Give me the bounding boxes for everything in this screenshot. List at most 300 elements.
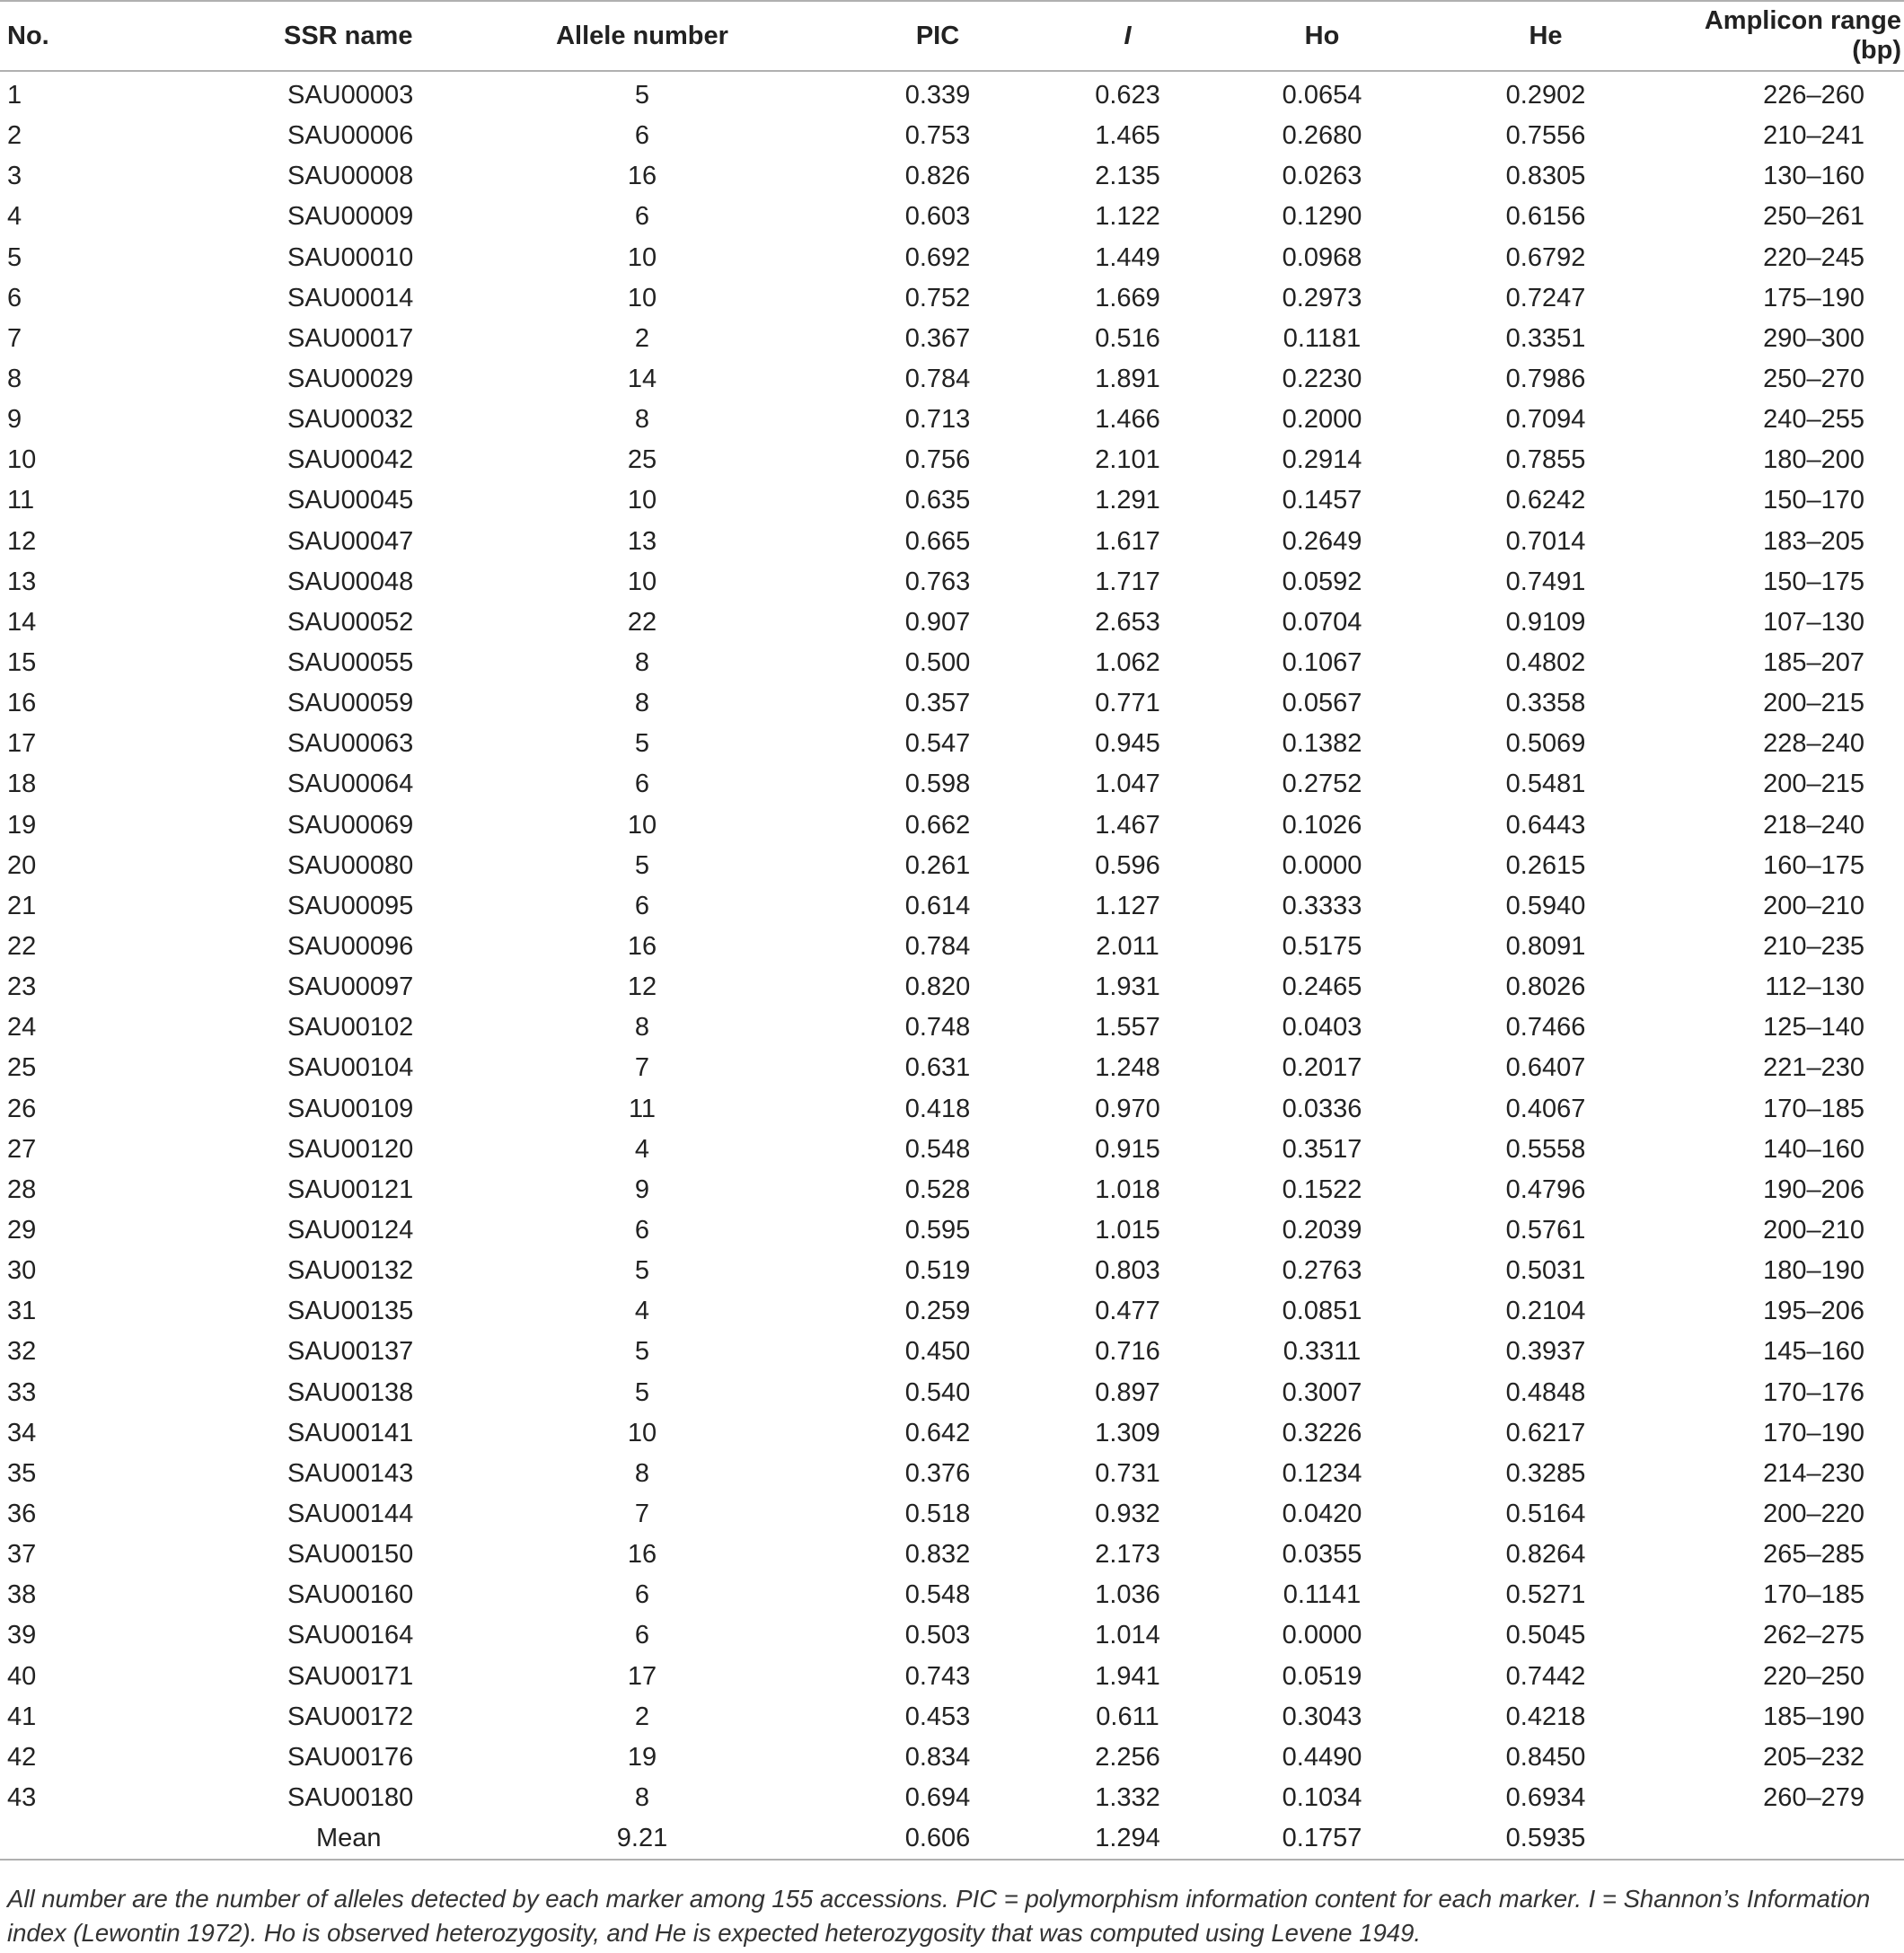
- table-row: [0, 400, 1904, 440]
- cell-i: 1.931: [1095, 972, 1160, 1002]
- header-allele-number: Allele number: [449, 1, 835, 71]
- cell-no: 39: [7, 1621, 37, 1650]
- cell-i: 0.623: [1095, 81, 1160, 110]
- cell-pic: 0.763: [904, 567, 971, 596]
- cell-amplicon-range: 220–250: [1763, 1661, 1864, 1691]
- cell-ho: 0.1067: [1282, 648, 1362, 678]
- mean-cell-range: [1662, 1818, 1904, 1860]
- table-row: [0, 1737, 1904, 1778]
- cell-i: 0.945: [1095, 729, 1160, 759]
- cell-ssr-name: SAU00059: [287, 689, 414, 718]
- table-row: [0, 71, 1904, 116]
- cell-ho: 0.1457: [1282, 486, 1362, 515]
- cell-pic: 0.603: [904, 202, 971, 232]
- cell-ssr-name: SAU00048: [287, 567, 414, 596]
- cell-ho: 0.2752: [1282, 770, 1362, 799]
- table-row: [0, 1007, 1904, 1048]
- cell-allele-number: 2: [634, 323, 650, 353]
- cell-he: 0.7014: [1505, 526, 1586, 556]
- cell-he: 0.2615: [1505, 850, 1586, 880]
- cell-amplicon-range: 130–160: [1763, 162, 1864, 191]
- cell-allele-number: 5: [634, 729, 650, 759]
- cell-he: 0.5045: [1505, 1621, 1586, 1650]
- cell-no: 33: [7, 1377, 37, 1407]
- cell-allele-number: 13: [627, 526, 657, 556]
- cell-ho: 0.1234: [1282, 1458, 1362, 1488]
- cell-ssr-name: SAU00160: [287, 1580, 414, 1610]
- cell-he: 0.3937: [1505, 1337, 1586, 1367]
- cell-allele-number: 7: [634, 1499, 650, 1528]
- cell-amplicon-range: 200–210: [1763, 891, 1864, 920]
- header-pic: PIC: [835, 1, 1040, 71]
- cell-no: 32: [7, 1337, 37, 1367]
- cell-ssr-name: SAU00180: [287, 1782, 414, 1812]
- cell-i: 1.062: [1095, 648, 1160, 678]
- cell-ho: 0.2680: [1282, 121, 1362, 151]
- cell-no: 41: [7, 1702, 37, 1731]
- cell-pic: 0.614: [904, 891, 971, 920]
- cell-allele-number: 10: [627, 486, 657, 515]
- cell-i: 0.516: [1095, 323, 1160, 353]
- cell-pic: 0.518: [904, 1499, 971, 1528]
- cell-i: 0.716: [1095, 1337, 1160, 1367]
- cell-ho: 0.1522: [1282, 1174, 1362, 1204]
- table-row: [0, 238, 1904, 278]
- cell-he: 0.7855: [1505, 445, 1586, 475]
- table-row: [0, 927, 1904, 967]
- cell-allele-number: 4: [634, 1134, 650, 1164]
- cell-allele-number: 16: [627, 932, 657, 962]
- cell-no: 25: [7, 1053, 37, 1083]
- cell-allele-number: 8: [634, 405, 650, 435]
- cell-allele-number: 16: [627, 162, 657, 191]
- cell-he: 0.8450: [1505, 1742, 1586, 1772]
- cell-amplicon-range: 218–240: [1763, 810, 1864, 840]
- cell-amplicon-range: 183–205: [1763, 526, 1864, 556]
- cell-ho: 0.1141: [1283, 1580, 1362, 1610]
- cell-i: 1.941: [1095, 1661, 1160, 1691]
- cell-amplicon-range: 200–220: [1763, 1499, 1864, 1528]
- cell-ssr-name: SAU00055: [287, 648, 414, 678]
- cell-i: 1.248: [1095, 1053, 1160, 1083]
- cell-amplicon-range: 125–140: [1763, 1013, 1864, 1042]
- cell-he: 0.6407: [1505, 1053, 1586, 1083]
- header-amplicon-range: Amplicon range (bp): [1662, 1, 1904, 71]
- cell-allele-number: 12: [627, 972, 657, 1002]
- cell-pic: 0.748: [904, 1013, 971, 1042]
- cell-no: 9: [7, 405, 22, 435]
- cell-i: 1.036: [1095, 1580, 1160, 1610]
- cell-ho: 0.2973: [1282, 283, 1362, 312]
- cell-i: 2.011: [1096, 932, 1159, 962]
- cell-amplicon-range: 262–275: [1763, 1621, 1864, 1650]
- cell-ssr-name: SAU00096: [287, 932, 414, 962]
- cell-ssr-name: SAU00137: [287, 1337, 414, 1367]
- cell-he: 0.5069: [1505, 729, 1586, 759]
- cell-ssr-name: SAU00006: [287, 121, 414, 151]
- cell-amplicon-range: 112–130: [1765, 972, 1864, 1002]
- cell-ho: 0.0851: [1282, 1297, 1362, 1326]
- cell-ssr-name: SAU00135: [287, 1297, 414, 1326]
- cell-allele-number: 10: [627, 283, 657, 312]
- cell-pic: 0.832: [904, 1540, 971, 1570]
- table-row: [0, 1535, 1904, 1575]
- cell-ssr-name: SAU00003: [287, 81, 414, 110]
- cell-pic: 0.635: [904, 486, 971, 515]
- mean-allele: 9.21: [449, 1818, 835, 1860]
- cell-no: 36: [7, 1499, 37, 1528]
- cell-ssr-name: SAU00009: [287, 202, 414, 232]
- cell-no: 4: [7, 202, 22, 232]
- cell-he: 0.3358: [1505, 689, 1586, 718]
- cell-i: 1.466: [1095, 405, 1160, 435]
- cell-pic: 0.367: [904, 323, 971, 353]
- cell-no: 24: [7, 1013, 37, 1042]
- cell-pic: 0.540: [904, 1377, 971, 1407]
- cell-he: 0.7466: [1505, 1013, 1586, 1042]
- cell-no: 2: [7, 121, 22, 151]
- cell-no: 3: [7, 162, 22, 191]
- cell-allele-number: 8: [634, 1458, 650, 1488]
- cell-pic: 0.834: [904, 1742, 971, 1772]
- cell-he: 0.5481: [1505, 770, 1586, 799]
- cell-he: 0.8264: [1505, 1540, 1586, 1570]
- cell-no: 6: [7, 283, 22, 312]
- cell-he: 0.6792: [1505, 242, 1586, 272]
- cell-allele-number: 6: [634, 202, 650, 232]
- header-ssr-name: SSR name: [90, 1, 449, 71]
- cell-he: 0.3351: [1505, 323, 1586, 353]
- cell-no: 37: [7, 1540, 37, 1570]
- cell-amplicon-range: 185–207: [1763, 648, 1864, 678]
- cell-allele-number: 5: [634, 81, 650, 110]
- cell-no: 35: [7, 1458, 37, 1488]
- cell-allele-number: 19: [627, 1742, 657, 1772]
- table-row: [0, 359, 1904, 400]
- mean-label: Mean: [90, 1818, 449, 1860]
- cell-no: 34: [7, 1418, 37, 1447]
- cell-i: 2.135: [1095, 162, 1160, 191]
- cell-amplicon-range: 250–261: [1763, 202, 1864, 232]
- cell-ho: 0.3043: [1282, 1702, 1362, 1731]
- cell-ssr-name: SAU00144: [287, 1499, 414, 1528]
- cell-no: 17: [7, 729, 37, 759]
- cell-ssr-name: SAU00104: [287, 1053, 414, 1083]
- cell-amplicon-range: 150–170: [1763, 486, 1864, 515]
- cell-ssr-name: SAU00143: [287, 1458, 414, 1488]
- cell-ho: 0.0263: [1282, 162, 1362, 191]
- cell-allele-number: 11: [628, 1094, 657, 1123]
- cell-ho: 0.3333: [1282, 891, 1362, 920]
- cell-pic: 0.692: [904, 242, 971, 272]
- cell-i: 1.047: [1095, 770, 1160, 799]
- cell-pic: 0.826: [904, 162, 971, 191]
- cell-ssr-name: SAU00045: [287, 486, 414, 515]
- cell-he: 0.6934: [1505, 1782, 1586, 1812]
- cell-allele-number: 7: [634, 1053, 650, 1083]
- cell-ho: 0.0968: [1282, 242, 1362, 272]
- cell-ho: 0.0000: [1282, 850, 1362, 880]
- cell-amplicon-range: 200–215: [1763, 770, 1864, 799]
- cell-ssr-name: SAU00017: [287, 323, 414, 353]
- cell-pic: 0.784: [904, 932, 971, 962]
- table-row: [0, 197, 1904, 237]
- cell-he: 0.5271: [1505, 1580, 1586, 1610]
- cell-allele-number: 6: [634, 891, 650, 920]
- cell-ssr-name: SAU00132: [287, 1256, 414, 1286]
- table-row: [0, 846, 1904, 886]
- cell-pic: 0.418: [904, 1094, 971, 1123]
- cell-no: 15: [7, 648, 37, 678]
- cell-no: 23: [7, 972, 37, 1002]
- cell-ssr-name: SAU00150: [287, 1540, 414, 1570]
- cell-no: 28: [7, 1174, 37, 1204]
- table-row: [0, 1778, 1904, 1818]
- cell-no: 40: [7, 1661, 37, 1691]
- cell-ho: 0.3311: [1283, 1337, 1362, 1367]
- cell-he: 0.3285: [1505, 1458, 1586, 1488]
- cell-ho: 0.3226: [1282, 1418, 1362, 1447]
- cell-no: 8: [7, 365, 22, 394]
- cell-no: 7: [7, 323, 22, 353]
- cell-he: 0.8026: [1505, 972, 1586, 1002]
- cell-no: 30: [7, 1256, 37, 1286]
- cell-allele-number: 16: [627, 1540, 657, 1570]
- cell-ssr-name: SAU00164: [287, 1621, 414, 1650]
- cell-amplicon-range: 107–130: [1763, 607, 1864, 637]
- cell-pic: 0.261: [904, 850, 971, 880]
- cell-ho: 0.0654: [1282, 81, 1362, 110]
- cell-amplicon-range: 220–245: [1763, 242, 1864, 272]
- cell-pic: 0.753: [904, 121, 971, 151]
- cell-ssr-name: SAU00080: [287, 850, 414, 880]
- cell-amplicon-range: 145–160: [1763, 1337, 1864, 1367]
- cell-amplicon-range: 226–260: [1763, 81, 1864, 110]
- cell-amplicon-range: 195–206: [1763, 1297, 1864, 1326]
- cell-ho: 0.2465: [1282, 972, 1362, 1002]
- cell-i: 1.449: [1095, 242, 1160, 272]
- cell-pic: 0.259: [904, 1297, 971, 1326]
- cell-allele-number: 8: [634, 1782, 650, 1812]
- cell-allele-number: 6: [634, 770, 650, 799]
- cell-no: 18: [7, 770, 37, 799]
- cell-he: 0.4848: [1505, 1377, 1586, 1407]
- cell-pic: 0.450: [904, 1337, 971, 1367]
- table-row: [0, 1373, 1904, 1413]
- cell-ho: 0.3007: [1282, 1377, 1362, 1407]
- table-row: [0, 724, 1904, 764]
- cell-amplicon-range: 205–232: [1763, 1742, 1864, 1772]
- cell-he: 0.5761: [1505, 1216, 1586, 1245]
- cell-i: 1.122: [1095, 202, 1160, 232]
- cell-pic: 0.752: [904, 283, 971, 312]
- cell-he: 0.4796: [1505, 1174, 1586, 1204]
- cell-i: 0.803: [1095, 1256, 1160, 1286]
- cell-ho: 0.2039: [1282, 1216, 1362, 1245]
- cell-ho: 0.2914: [1282, 445, 1362, 475]
- cell-ssr-name: SAU00121: [287, 1174, 414, 1204]
- table-body: [0, 71, 1904, 1860]
- cell-pic: 0.453: [904, 1702, 971, 1731]
- cell-pic: 0.756: [904, 445, 971, 475]
- cell-ho: 0.5175: [1282, 932, 1362, 962]
- cell-pic: 0.528: [904, 1174, 971, 1204]
- table-row: [0, 643, 1904, 683]
- table-row: [0, 1413, 1904, 1454]
- cell-amplicon-range: 200–210: [1763, 1216, 1864, 1245]
- cell-amplicon-range: 185–190: [1763, 1702, 1864, 1731]
- cell-amplicon-range: 200–215: [1763, 689, 1864, 718]
- cell-ho: 0.1290: [1282, 202, 1362, 232]
- cell-amplicon-range: 170–185: [1763, 1580, 1864, 1610]
- cell-i: 1.014: [1095, 1621, 1160, 1650]
- cell-allele-number: 6: [634, 121, 650, 151]
- cell-pic: 0.907: [904, 607, 971, 637]
- cell-i: 1.467: [1095, 810, 1160, 840]
- cell-pic: 0.519: [904, 1256, 971, 1286]
- cell-ssr-name: SAU00102: [287, 1013, 414, 1042]
- table-row: [0, 1494, 1904, 1535]
- cell-he: 0.7442: [1505, 1661, 1586, 1691]
- cell-ho: 0.4490: [1282, 1742, 1362, 1772]
- cell-ssr-name: SAU00109: [287, 1094, 414, 1123]
- cell-he: 0.9109: [1505, 607, 1586, 637]
- cell-ssr-name: SAU00095: [287, 891, 414, 920]
- cell-he: 0.5558: [1505, 1134, 1586, 1164]
- cell-ho: 0.1026: [1282, 810, 1362, 840]
- cell-no: 1: [7, 81, 22, 110]
- table-row: [0, 562, 1904, 603]
- cell-amplicon-range: 221–230: [1763, 1053, 1864, 1083]
- table-row: [0, 1130, 1904, 1170]
- cell-pic: 0.339: [904, 81, 971, 110]
- cell-he: 0.7247: [1505, 283, 1586, 312]
- cell-ho: 0.1382: [1282, 729, 1362, 759]
- table-row: [0, 440, 1904, 480]
- table-row: [0, 1210, 1904, 1251]
- cell-i: 1.291: [1095, 486, 1160, 515]
- cell-allele-number: 10: [627, 810, 657, 840]
- cell-allele-number: 9: [634, 1174, 650, 1204]
- cell-ssr-name: SAU00052: [287, 607, 414, 637]
- table-row: [0, 116, 1904, 156]
- mean-row: [0, 1818, 1904, 1860]
- cell-ssr-name: SAU00029: [287, 365, 414, 394]
- cell-he: 0.5940: [1505, 891, 1586, 920]
- cell-he: 0.6217: [1505, 1418, 1586, 1447]
- table-row: [0, 1048, 1904, 1088]
- cell-no: 29: [7, 1216, 37, 1245]
- cell-allele-number: 14: [627, 365, 657, 394]
- cell-i: 1.669: [1095, 283, 1160, 312]
- cell-ho: 0.1181: [1283, 323, 1362, 353]
- table-row: [0, 886, 1904, 927]
- cell-amplicon-range: 150–175: [1763, 567, 1864, 596]
- cell-he: 0.4802: [1505, 648, 1586, 678]
- cell-ssr-name: SAU00042: [287, 445, 414, 475]
- cell-allele-number: 8: [634, 689, 650, 718]
- cell-amplicon-range: 170–185: [1763, 1094, 1864, 1123]
- cell-no: 20: [7, 850, 37, 880]
- cell-no: 22: [7, 932, 37, 962]
- table-row: [0, 805, 1904, 846]
- table-row: [0, 764, 1904, 805]
- cell-amplicon-range: 160–175: [1763, 850, 1864, 880]
- cell-ho: 0.2230: [1282, 365, 1362, 394]
- table-row: [0, 1170, 1904, 1210]
- cell-ssr-name: SAU00014: [287, 283, 414, 312]
- table-row: [0, 1291, 1904, 1332]
- mean-ho: 0.1757: [1215, 1818, 1429, 1860]
- cell-i: 1.717: [1095, 567, 1160, 596]
- table-row: [0, 1454, 1904, 1494]
- table-row: [0, 1575, 1904, 1615]
- cell-he: 0.4067: [1505, 1094, 1586, 1123]
- cell-allele-number: 25: [627, 445, 657, 475]
- cell-ho: 0.0420: [1282, 1499, 1362, 1528]
- cell-amplicon-range: 180–200: [1763, 445, 1864, 475]
- mean-i: 1.294: [1040, 1818, 1215, 1860]
- cell-ho: 0.0355: [1282, 1540, 1362, 1570]
- cell-allele-number: 6: [634, 1216, 650, 1245]
- mean-he: 0.5935: [1429, 1818, 1662, 1860]
- cell-allele-number: 17: [627, 1661, 657, 1691]
- cell-pic: 0.548: [904, 1580, 971, 1610]
- cell-he: 0.7556: [1505, 121, 1586, 151]
- cell-amplicon-range: 228–240: [1763, 729, 1864, 759]
- cell-no: 11: [7, 486, 35, 515]
- cell-ssr-name: SAU00063: [287, 729, 414, 759]
- table-row: [0, 683, 1904, 724]
- cell-he: 0.5031: [1505, 1256, 1586, 1286]
- header-no: No.: [0, 1, 90, 71]
- cell-he: 0.7094: [1505, 405, 1586, 435]
- table-row: [0, 156, 1904, 197]
- cell-pic: 0.595: [904, 1216, 971, 1245]
- mean-cell-no: [0, 1818, 90, 1860]
- cell-pic: 0.598: [904, 770, 971, 799]
- cell-ho: 0.0519: [1282, 1661, 1362, 1691]
- table-row: [0, 1656, 1904, 1696]
- cell-ho: 0.1034: [1282, 1782, 1362, 1812]
- cell-ho: 0.0592: [1282, 567, 1362, 596]
- cell-allele-number: 10: [627, 567, 657, 596]
- table-row: [0, 967, 1904, 1007]
- table-row: [0, 1697, 1904, 1737]
- cell-he: 0.6242: [1505, 486, 1586, 515]
- table-row: [0, 1251, 1904, 1291]
- cell-amplicon-range: 250–270: [1763, 365, 1864, 394]
- cell-he: 0.2902: [1505, 81, 1586, 110]
- cell-no: 19: [7, 810, 37, 840]
- cell-i: 2.101: [1095, 445, 1160, 475]
- cell-he: 0.7986: [1505, 365, 1586, 394]
- cell-no: 10: [7, 445, 37, 475]
- cell-pic: 0.357: [904, 689, 971, 718]
- cell-he: 0.6443: [1505, 810, 1586, 840]
- cell-pic: 0.662: [904, 810, 971, 840]
- table-row: [0, 278, 1904, 319]
- cell-pic: 0.548: [904, 1134, 971, 1164]
- cell-he: 0.5164: [1505, 1499, 1586, 1528]
- cell-no: 12: [7, 526, 37, 556]
- cell-ssr-name: SAU00032: [287, 405, 414, 435]
- cell-ho: 0.2649: [1282, 526, 1362, 556]
- cell-he: 0.6156: [1505, 202, 1586, 232]
- cell-pic: 0.713: [904, 405, 971, 435]
- cell-allele-number: 10: [627, 242, 657, 272]
- cell-no: 16: [7, 689, 37, 718]
